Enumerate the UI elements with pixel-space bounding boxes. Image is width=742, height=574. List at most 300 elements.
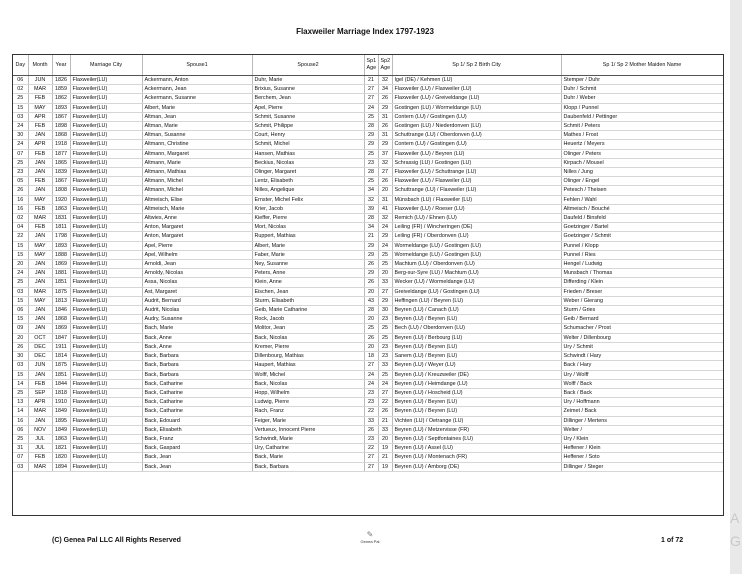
- spouse2-cell: Back, Marie: [252, 453, 364, 462]
- marriage-city-cell: Flaxweiler(LU): [70, 352, 142, 361]
- marriage-city-cell: Flaxweiler(LU): [70, 370, 142, 379]
- sp2-age-cell: 26: [378, 407, 392, 416]
- spouse2-cell: Klein, Anne: [252, 278, 364, 287]
- table-row: [13, 453, 723, 462]
- spouse1-cell: Altman, Jean: [142, 112, 252, 121]
- year-cell: 1814: [52, 352, 70, 361]
- marriage-city-cell: Flaxweiler(LU): [70, 158, 142, 167]
- spouse1-cell: Anton, Margaret: [142, 232, 252, 241]
- birth-city-cell: Beyren (LU) / Montenach (FR): [392, 453, 561, 462]
- mother-maiden-cell: Zeimet / Back: [561, 407, 723, 416]
- mother-maiden-cell: Geib / Bernard: [561, 315, 723, 324]
- sp1-age-cell: 25: [364, 149, 378, 158]
- spouse1-cell: Apel, Pierre: [142, 241, 252, 250]
- sp1-age-cell: 26: [364, 333, 378, 342]
- table-row: [13, 85, 723, 94]
- mother-maiden-cell: Schwindt / Hary: [561, 352, 723, 361]
- spouse2-cell: Lentz, Elisabeth: [252, 177, 364, 186]
- spouse2-cell: Schmit, Susanne: [252, 112, 364, 121]
- year-cell: 1839: [52, 168, 70, 177]
- sp2-age-cell: 23: [378, 342, 392, 351]
- birth-city-cell: Greiveldange (LU) / Gostingen (LU): [392, 287, 561, 296]
- year-cell: 1821: [52, 444, 70, 453]
- marriage-city-cell: Flaxweiler(LU): [70, 333, 142, 342]
- day-cell: 14: [13, 379, 28, 388]
- mother-maiden-cell: Differding / Klein: [561, 278, 723, 287]
- month-cell: DEC: [28, 342, 52, 351]
- sp2-age-cell: 27: [378, 168, 392, 177]
- table-row: [13, 407, 723, 416]
- year-cell: 1869: [52, 324, 70, 333]
- sp1-age-cell: 23: [364, 388, 378, 397]
- table-row: [13, 315, 723, 324]
- sp2-age-cell: 25: [378, 260, 392, 269]
- spouse1-cell: Audrit, Bernard: [142, 296, 252, 305]
- col-header-sp2-age: [378, 55, 392, 76]
- marriage-city-cell: Flaxweiler(LU): [70, 223, 142, 232]
- table-row: [13, 287, 723, 296]
- sp2-age-cell: 25: [378, 333, 392, 342]
- day-cell: 16: [13, 416, 28, 425]
- birth-city-cell: Münsbach (LU) / Flaxweiler (LU): [392, 195, 561, 204]
- day-cell: 30: [13, 131, 28, 140]
- marriage-city-cell: Flaxweiler(LU): [70, 112, 142, 121]
- mother-maiden-cell: Olinger / Engel: [561, 177, 723, 186]
- year-cell: 1918: [52, 140, 70, 149]
- day-cell: 25: [13, 94, 28, 103]
- spouse2-cell: Feiger, Marie: [252, 416, 364, 425]
- sp1-age-cell: 21: [364, 232, 378, 241]
- marriage-city-cell: Flaxweiler(LU): [70, 76, 142, 85]
- spouse2-cell: Brixius, Susanne: [252, 85, 364, 94]
- sp2-age-cell: 27: [378, 388, 392, 397]
- page-indicator: 1 of 72: [661, 537, 684, 544]
- watermark-letter-top: A: [730, 510, 740, 526]
- spouse1-cell: Back, Anne: [142, 342, 252, 351]
- birth-city-cell: Flaxweiler (LU) / Roeser (LU): [392, 204, 561, 213]
- day-cell: 25: [13, 278, 28, 287]
- col-header-mother-maiden: Sp 1/ Sp 2 Mother Maiden Name: [561, 55, 723, 76]
- table-body: [13, 76, 723, 472]
- table-row: [13, 112, 723, 121]
- spouse2-cell: Kieffer, Pierre: [252, 214, 364, 223]
- year-cell: 1888: [52, 250, 70, 259]
- mother-maiden-cell: Goetzinger / Schmit: [561, 232, 723, 241]
- col-header-sp1-age: [364, 55, 378, 76]
- birth-city-cell: Flaxweiler (LU) / Flaxweiler (LU): [392, 85, 561, 94]
- marriage-city-cell: Flaxweiler(LU): [70, 306, 142, 315]
- month-cell: JAN: [28, 306, 52, 315]
- birth-city-cell: Wormeldange (LU) / Gostingen (LU): [392, 241, 561, 250]
- sp2-age-cell: 24: [378, 223, 392, 232]
- marriage-city-cell: Flaxweiler(LU): [70, 214, 142, 223]
- birth-city-cell: Flaxweiler (LU) / Schuttrange (LU): [392, 168, 561, 177]
- table-row: [13, 462, 723, 471]
- month-cell: JAN: [28, 260, 52, 269]
- sp2-age-cell: 41: [378, 204, 392, 213]
- table-row: [13, 140, 723, 149]
- sp1-age-cell: 24: [364, 379, 378, 388]
- day-cell: 02: [13, 85, 28, 94]
- mother-maiden-cell: Back / Back: [561, 388, 723, 397]
- spouse1-cell: Assa, Nicolas: [142, 278, 252, 287]
- mother-maiden-cell: Ury / Wolff: [561, 370, 723, 379]
- marriage-city-cell: Flaxweiler(LU): [70, 315, 142, 324]
- sp2-age-cell: 29: [378, 103, 392, 112]
- mother-maiden-cell: Wolff / Back: [561, 379, 723, 388]
- table-row: [13, 241, 723, 250]
- year-cell: 1895: [52, 416, 70, 425]
- birth-city-cell: Beyren (LU) / Metzervisse (FR): [392, 425, 561, 434]
- mother-maiden-cell: Ury / Klein: [561, 434, 723, 443]
- marriage-city-cell: Flaxweiler(LU): [70, 250, 142, 259]
- spouse2-cell: Ury, Catharine: [252, 444, 364, 453]
- mother-maiden-cell: Welter / Dillenbourg: [561, 333, 723, 342]
- table-row: [13, 324, 723, 333]
- spouse2-cell: Court, Henry: [252, 131, 364, 140]
- birth-city-cell: Igel (DE) / Kehmen (LU): [392, 76, 561, 85]
- day-cell: 14: [13, 407, 28, 416]
- sp2-age-cell: 31: [378, 195, 392, 204]
- spouse1-cell: Altmann, Christine: [142, 140, 252, 149]
- spouse2-cell: Back, Barbara: [252, 462, 364, 471]
- birth-city-cell: Flaxweiler (LU) / Greiveldange (LU): [392, 94, 561, 103]
- birth-city-cell: Sanem (LU) / Beyren (LU): [392, 352, 561, 361]
- table-row: [13, 388, 723, 397]
- year-cell: 1813: [52, 296, 70, 305]
- sp1-age-cell: 20: [364, 342, 378, 351]
- birth-city-cell: Beyren (LU) / Beyren (LU): [392, 342, 561, 351]
- year-cell: 1868: [52, 131, 70, 140]
- year-cell: 1911: [52, 342, 70, 351]
- birth-city-cell: Beyren (LU) / Hoscheid (LU): [392, 388, 561, 397]
- mother-maiden-cell: Ury / Hoffmann: [561, 398, 723, 407]
- mother-maiden-cell: Punnel / Ries: [561, 250, 723, 259]
- marriage-city-cell: Flaxweiler(LU): [70, 296, 142, 305]
- spouse1-cell: Altmann, Michel: [142, 186, 252, 195]
- sp2-age-cell: 32: [378, 214, 392, 223]
- month-cell: FEB: [28, 177, 52, 186]
- mother-maiden-cell: Petesch / Theisen: [561, 186, 723, 195]
- sp1-age-cell: 32: [364, 195, 378, 204]
- spouse2-cell: Wolff, Michel: [252, 370, 364, 379]
- year-cell: 1820: [52, 453, 70, 462]
- sp1-age-cell: 25: [364, 112, 378, 121]
- marriage-city-cell: Flaxweiler(LU): [70, 361, 142, 370]
- birth-city-cell: Leiling (FR) / Wincheringen (DE): [392, 223, 561, 232]
- month-cell: MAR: [28, 462, 52, 471]
- spouse1-cell: Altmeisch, Marie: [142, 204, 252, 213]
- year-cell: 1893: [52, 241, 70, 250]
- day-cell: 09: [13, 324, 28, 333]
- sp2-age-cell: 21: [378, 416, 392, 425]
- spouse2-cell: Sturm, Elisabeth: [252, 296, 364, 305]
- sp1-age-cell: 20: [364, 315, 378, 324]
- year-cell: 1894: [52, 462, 70, 471]
- table-row: [13, 269, 723, 278]
- month-cell: SEP: [28, 388, 52, 397]
- sp2-age-cell: 29: [378, 232, 392, 241]
- sp2-age-cell: 34: [378, 85, 392, 94]
- month-cell: MAR: [28, 287, 52, 296]
- day-cell: 07: [13, 453, 28, 462]
- day-cell: 15: [13, 370, 28, 379]
- sp1-age-cell: 29: [364, 269, 378, 278]
- marriage-city-cell: Flaxweiler(LU): [70, 177, 142, 186]
- spouse2-cell: Berchem, Jean: [252, 94, 364, 103]
- marriage-city-cell: Flaxweiler(LU): [70, 232, 142, 241]
- sp2-age-cell: 32: [378, 76, 392, 85]
- table-row: [13, 260, 723, 269]
- month-cell: DEC: [28, 352, 52, 361]
- year-cell: 1811: [52, 223, 70, 232]
- sp1-age-cell: 33: [364, 416, 378, 425]
- birth-city-cell: Beyren (LU) / Weyer (LU): [392, 361, 561, 370]
- mother-maiden-cell: Duhr / Weber: [561, 94, 723, 103]
- mother-maiden-cell: Punnel / Klopp: [561, 241, 723, 250]
- sp2-age-cell: 19: [378, 462, 392, 471]
- sp2-age-cell: 20: [378, 269, 392, 278]
- spouse1-cell: Back, Anne: [142, 333, 252, 342]
- marriage-city-cell: Flaxweiler(LU): [70, 122, 142, 131]
- year-cell: 1877: [52, 149, 70, 158]
- day-cell: 24: [13, 140, 28, 149]
- sp1-age-cell: 28: [364, 214, 378, 223]
- sp1-age-cell: 28: [364, 306, 378, 315]
- spouse1-cell: Audry, Susanne: [142, 315, 252, 324]
- month-cell: MAY: [28, 296, 52, 305]
- day-cell: 30: [13, 352, 28, 361]
- month-cell: MAY: [28, 195, 52, 204]
- month-cell: FEB: [28, 223, 52, 232]
- spouse2-cell: Dillenbourg, Mathias: [252, 352, 364, 361]
- spouse2-cell: Ney, Susanne: [252, 260, 364, 269]
- col-header-birth-city: Sp 1/ Sp 2 Birth City: [392, 55, 561, 76]
- spouse1-cell: Apel, Wilhelm: [142, 250, 252, 259]
- month-cell: JAN: [28, 158, 52, 167]
- month-cell: FEB: [28, 149, 52, 158]
- birth-city-cell: Berg-sur-Syre (LU) / Machtum (LU): [392, 269, 561, 278]
- table-row: [13, 416, 723, 425]
- mother-maiden-cell: Daubenfeld / Pettinger: [561, 112, 723, 121]
- marriage-city-cell: Flaxweiler(LU): [70, 195, 142, 204]
- year-cell: 1865: [52, 158, 70, 167]
- mother-maiden-cell: Olinger / Peters: [561, 149, 723, 158]
- birth-city-cell: Contern (LU) / Gostingen (LU): [392, 140, 561, 149]
- year-cell: 1818: [52, 388, 70, 397]
- spouse2-cell: Eischen, Jean: [252, 287, 364, 296]
- table-row: [13, 214, 723, 223]
- birth-city-cell: Vichten (LU) / Oetrange (LU): [392, 416, 561, 425]
- spouse2-cell: Ernster, Michel Felix: [252, 195, 364, 204]
- sp1-age-cell: 43: [364, 296, 378, 305]
- mother-maiden-cell: Dillinger / Steger: [561, 462, 723, 471]
- year-cell: 1863: [52, 204, 70, 213]
- mother-maiden-cell: Fehlen / Wahl: [561, 195, 723, 204]
- mother-maiden-cell: Frieden / Breser: [561, 287, 723, 296]
- spouse1-cell: Back, Catharine: [142, 379, 252, 388]
- sp2-age-cell: 23: [378, 352, 392, 361]
- sp2-age-cell: 30: [378, 306, 392, 315]
- col-header-spouse1: Spouse1: [142, 55, 252, 76]
- sp2-age-cell: 26: [378, 122, 392, 131]
- month-cell: APR: [28, 140, 52, 149]
- spouse1-cell: Ast, Margaret: [142, 287, 252, 296]
- year-cell: 1898: [52, 122, 70, 131]
- birth-city-cell: Machtum (LU) / Oberdonven (LU): [392, 260, 561, 269]
- day-cell: 04: [13, 223, 28, 232]
- spouse1-cell: Altmann, Michel: [142, 177, 252, 186]
- table-row: [13, 306, 723, 315]
- document-title: Flaxweiler Marriage Index 1797-1923: [296, 27, 434, 36]
- spouse2-cell: Rock, Jacob: [252, 315, 364, 324]
- sp1-age-cell: 24: [364, 370, 378, 379]
- spouse1-cell: Altmann, Marie: [142, 158, 252, 167]
- copyright-footer: (C) Genea Pal LLC All Rights Reserved: [52, 537, 181, 544]
- sp1-age-cell: 29: [364, 250, 378, 259]
- year-cell: 1808: [52, 186, 70, 195]
- month-cell: JAN: [28, 186, 52, 195]
- day-cell: 25: [13, 388, 28, 397]
- table-row: [13, 379, 723, 388]
- spouse2-cell: Back, Nicolas: [252, 333, 364, 342]
- day-cell: 15: [13, 296, 28, 305]
- marriage-city-cell: Flaxweiler(LU): [70, 260, 142, 269]
- mother-maiden-cell: Schmit / Peters: [561, 122, 723, 131]
- year-cell: 1910: [52, 398, 70, 407]
- marriage-city-cell: Flaxweiler(LU): [70, 94, 142, 103]
- marriage-city-cell: Flaxweiler(LU): [70, 269, 142, 278]
- year-cell: 1851: [52, 278, 70, 287]
- sp2-age-cell: 25: [378, 250, 392, 259]
- day-cell: 25: [13, 434, 28, 443]
- spouse2-cell: Faber, Marie: [252, 250, 364, 259]
- marriage-city-cell: Flaxweiler(LU): [70, 186, 142, 195]
- month-cell: JUL: [28, 444, 52, 453]
- spouse2-cell: Hansen, Mathias: [252, 149, 364, 158]
- month-cell: JAN: [28, 324, 52, 333]
- birth-city-cell: Remich (LU) / Ehnen (LU): [392, 214, 561, 223]
- day-cell: 16: [13, 204, 28, 213]
- birth-city-cell: Bech (LU) / Oberdonven (LU): [392, 324, 561, 333]
- day-cell: 05: [13, 177, 28, 186]
- sp1-age-cell: 20: [364, 287, 378, 296]
- marriage-city-cell: Flaxweiler(LU): [70, 149, 142, 158]
- sp1-age-cell: 27: [364, 453, 378, 462]
- month-cell: MAR: [28, 407, 52, 416]
- year-cell: 1859: [52, 85, 70, 94]
- marriage-city-cell: Flaxweiler(LU): [70, 168, 142, 177]
- month-cell: MAY: [28, 241, 52, 250]
- mother-maiden-cell: Goetzinger / Bartel: [561, 223, 723, 232]
- spouse2-cell: Olinger, Margaret: [252, 168, 364, 177]
- spouse2-cell: Ruppert, Mathias: [252, 232, 364, 241]
- table-row: [13, 223, 723, 232]
- sp1-age-cell: 26: [364, 425, 378, 434]
- month-cell: JAN: [28, 370, 52, 379]
- spouse2-cell: Nilles, Angelique: [252, 186, 364, 195]
- birth-city-cell: Contern (LU) / Gostingen (LU): [392, 112, 561, 121]
- marriage-city-cell: Flaxweiler(LU): [70, 453, 142, 462]
- year-cell: 1851: [52, 370, 70, 379]
- day-cell: 22: [13, 232, 28, 241]
- day-cell: 25: [13, 158, 28, 167]
- sp1-age-cell: 29: [364, 241, 378, 250]
- sp2-age-cell: 24: [378, 241, 392, 250]
- birth-city-cell: Gostingen (LU) / Wormeldange (LU): [392, 103, 561, 112]
- day-cell: 20: [13, 333, 28, 342]
- table-row: [13, 232, 723, 241]
- col-header-day: Day: [13, 55, 28, 76]
- spouse2-cell: Schwindt, Marie: [252, 434, 364, 443]
- month-cell: JUN: [28, 361, 52, 370]
- sp2-age-cell: 33: [378, 425, 392, 434]
- table-row: [13, 131, 723, 140]
- sp2-age-cell: 37: [378, 149, 392, 158]
- mother-maiden-cell: Hengel / Ludwig: [561, 260, 723, 269]
- day-cell: 15: [13, 103, 28, 112]
- table-row: [13, 186, 723, 195]
- sp2-age-cell: 19: [378, 444, 392, 453]
- sp1-age-cell: 34: [364, 223, 378, 232]
- sp1-age-label: Age: [366, 65, 377, 71]
- month-cell: FEB: [28, 94, 52, 103]
- spouse1-cell: Albert, Marie: [142, 103, 252, 112]
- birth-city-cell: Beyren (LU) / Beyren (LU): [392, 398, 561, 407]
- sp1-age-cell: 26: [364, 260, 378, 269]
- spouse1-cell: Back, Edouard: [142, 416, 252, 425]
- table-row: [13, 398, 723, 407]
- birth-city-cell: Beyren (LU) / Septfontaines (LU): [392, 434, 561, 443]
- month-cell: JAN: [28, 168, 52, 177]
- year-cell: 1849: [52, 407, 70, 416]
- spouse2-cell: Geib, Marie Catharine: [252, 306, 364, 315]
- spouse1-cell: Back, Catharine: [142, 398, 252, 407]
- marriage-city-cell: Flaxweiler(LU): [70, 85, 142, 94]
- sp1-age-cell: 39: [364, 204, 378, 213]
- year-cell: 1875: [52, 361, 70, 370]
- marriage-city-cell: Flaxweiler(LU): [70, 278, 142, 287]
- marriage-city-cell: Flaxweiler(LU): [70, 140, 142, 149]
- table-row: [13, 370, 723, 379]
- marriage-city-cell: Flaxweiler(LU): [70, 388, 142, 397]
- table-row: [13, 177, 723, 186]
- month-cell: JAN: [28, 269, 52, 278]
- table-row: [13, 296, 723, 305]
- day-cell: 07: [13, 149, 28, 158]
- day-cell: 06: [13, 76, 28, 85]
- table-row: [13, 149, 723, 158]
- sp2-age-cell: 23: [378, 315, 392, 324]
- month-cell: MAY: [28, 250, 52, 259]
- birth-city-cell: Leiling (FR) / Oberdonven (LU): [392, 232, 561, 241]
- spouse2-cell: Peters, Anne: [252, 269, 364, 278]
- birth-city-cell: Flaxweiler (LU) / Beyren (LU): [392, 149, 561, 158]
- marriage-city-cell: Flaxweiler(LU): [70, 342, 142, 351]
- spouse1-cell: Altmeisch, Elise: [142, 195, 252, 204]
- table-row: [13, 76, 723, 85]
- spouse1-cell: Altman, Susanne: [142, 131, 252, 140]
- day-cell: 16: [13, 195, 28, 204]
- day-cell: 24: [13, 122, 28, 131]
- spouse1-cell: Back, Catharine: [142, 388, 252, 397]
- table-row: [13, 361, 723, 370]
- table-row: [13, 333, 723, 342]
- spouse2-cell: Back, Nicolas: [252, 379, 364, 388]
- day-cell: 06: [13, 306, 28, 315]
- spouse2-cell: Schmit, Michel: [252, 140, 364, 149]
- birth-city-cell: Beyren (LU) / Canach (LU): [392, 306, 561, 315]
